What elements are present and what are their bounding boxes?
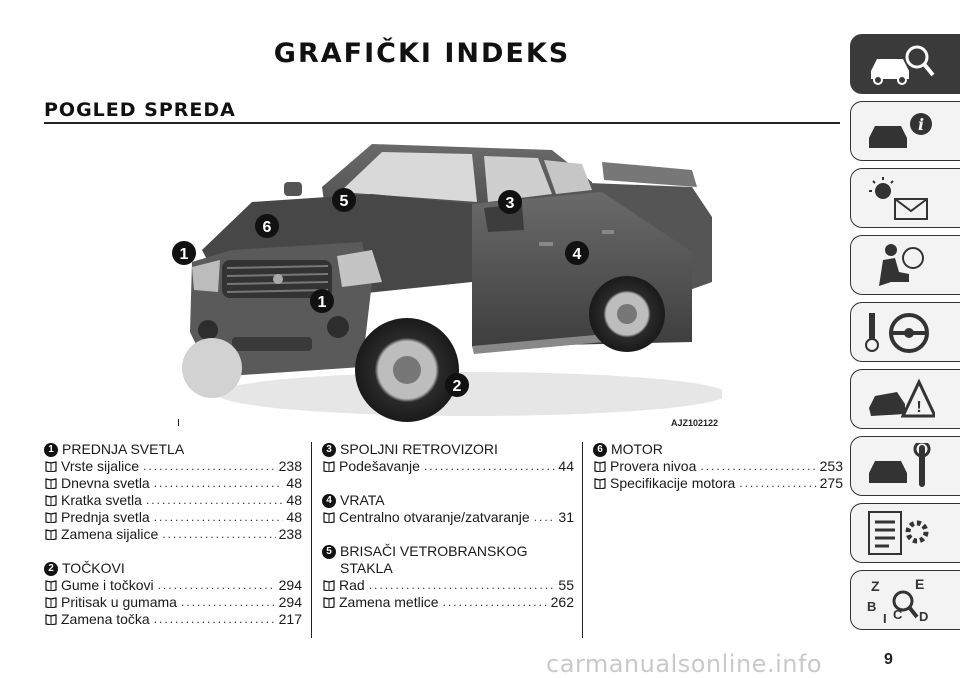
group-title: PREDNJA SVETLA: [62, 441, 185, 457]
book-reference-icon: [45, 597, 57, 608]
index-entry[interactable]: [322, 577, 574, 594]
index-group: [322, 492, 574, 526]
dot-leader: [146, 492, 283, 509]
index-entry[interactable]: [322, 458, 574, 475]
dot-leader: [154, 509, 284, 526]
entry-page-number: 275: [819, 475, 843, 491]
book-reference-icon: [45, 580, 57, 591]
callout-badge: [310, 289, 334, 313]
entry-label: Podešavanje: [339, 458, 420, 474]
group-number-badge: 2: [44, 562, 58, 576]
index-entry[interactable]: [593, 475, 843, 492]
dot-leader: [154, 611, 276, 628]
entry-label: Provera nivoa: [610, 458, 697, 474]
svg-text:i: i: [917, 115, 925, 134]
dot-leader: [700, 458, 816, 475]
vehicle-figure: [172, 132, 722, 428]
callout-label: 6: [262, 219, 272, 236]
group-title: BRISAČI VETROBRANSKOG STAKLA: [340, 543, 528, 576]
entry-page-number: 31: [558, 509, 574, 525]
entry-label: Zamena metlice: [339, 594, 439, 610]
callout-badge: [332, 188, 356, 212]
index-entry[interactable]: [44, 526, 302, 543]
callout-label: 4: [572, 246, 582, 263]
entry-page-number: 294: [278, 594, 302, 610]
callout-badge: [565, 241, 589, 265]
svg-text:D: D: [919, 609, 929, 624]
book-reference-icon: [45, 614, 57, 625]
entry-label: Specifikacije motora: [610, 475, 736, 491]
chapter-tab[interactable]: [850, 235, 960, 295]
chapter-tab[interactable]: [850, 302, 960, 362]
entry-page-number: 294: [278, 577, 302, 593]
entry-label: Rad: [339, 577, 365, 593]
dot-leader: [369, 577, 556, 594]
dot-leader: [424, 458, 555, 475]
section-divider: [44, 122, 840, 124]
entry-label: Zamena točka: [61, 611, 150, 627]
entry-page-number: 262: [550, 594, 574, 610]
entry-label: Kratka svetla: [61, 492, 142, 508]
book-reference-icon: [323, 597, 335, 608]
entry-page-number: 238: [278, 526, 302, 542]
index-entry[interactable]: [322, 509, 574, 526]
book-reference-icon: [45, 512, 57, 523]
index-entry[interactable]: [44, 611, 302, 628]
index-column-1: [44, 441, 302, 645]
callout-label: 2: [452, 378, 462, 395]
group-title: SPOLJNI RETROVIZORI: [340, 441, 498, 457]
book-reference-icon: [594, 461, 606, 472]
section-title: POGLED SPREDA: [44, 99, 236, 121]
index-group: [322, 543, 574, 611]
group-title: VRATA: [340, 492, 385, 508]
column-divider: [582, 442, 583, 638]
dot-leader: [534, 509, 556, 526]
group-number-badge: 5: [322, 545, 336, 559]
group-heading: [322, 492, 574, 509]
pickup-illustration: [172, 132, 722, 428]
entry-page-number: 238: [278, 458, 302, 474]
figure-marker: [178, 419, 179, 426]
entry-label: Gume i točkovi: [61, 577, 154, 593]
index-group: [593, 441, 843, 492]
entry-page-number: 48: [286, 509, 302, 525]
entry-page-number: 55: [558, 577, 574, 593]
dot-leader: [158, 577, 276, 594]
chapter-tab[interactable]: [850, 369, 960, 429]
index-entry[interactable]: [44, 475, 302, 492]
entry-page-number: 48: [286, 492, 302, 508]
book-reference-icon: [45, 478, 57, 489]
group-heading: [44, 560, 302, 577]
callout-label: 1: [179, 246, 189, 263]
callout-badge: [445, 373, 469, 397]
group-title: MOTOR: [611, 441, 663, 457]
index-column-2: [322, 441, 574, 628]
chapter-tab[interactable]: [850, 34, 960, 94]
svg-text:C: C: [893, 607, 903, 622]
group-heading: [322, 441, 574, 458]
chapter-tab[interactable]: [850, 436, 960, 496]
chapter-tab[interactable]: [850, 570, 960, 630]
index-entry[interactable]: [44, 594, 302, 611]
index-entry[interactable]: [44, 458, 302, 475]
column-divider: [311, 442, 312, 638]
book-reference-icon: [594, 478, 606, 489]
page-number: 9: [884, 651, 893, 668]
group-number-badge: 6: [593, 443, 607, 457]
entry-label: Prednja svetla: [61, 509, 150, 525]
svg-text:!: !: [916, 399, 922, 416]
dot-leader: [181, 594, 276, 611]
callout-badge: [172, 241, 196, 265]
entry-label: Centralno otvaranje/zatvaranje: [339, 509, 530, 525]
book-reference-icon: [45, 495, 57, 506]
group-number-badge: 1: [44, 443, 58, 457]
book-reference-icon: [323, 461, 335, 472]
watermark: carmanualsonline.info: [546, 650, 823, 678]
callout-label: 1: [317, 294, 327, 311]
callout-badge: [498, 190, 522, 214]
book-reference-icon: [323, 580, 335, 591]
dot-leader: [143, 458, 276, 475]
entry-page-number: 44: [558, 458, 574, 474]
group-heading: [44, 441, 302, 458]
entry-label: Dnevna svetla: [61, 475, 150, 491]
group-title: TOČKOVI: [62, 560, 125, 576]
index-entry[interactable]: [44, 492, 302, 509]
index-entry[interactable]: [593, 458, 843, 475]
callout-label: 5: [339, 193, 349, 210]
group-heading: [593, 441, 843, 458]
entry-label: Vrste sijalice: [61, 458, 140, 474]
book-reference-icon: [45, 461, 57, 472]
group-heading: [322, 543, 574, 577]
chapter-tab[interactable]: [850, 101, 960, 161]
index-group: [322, 441, 574, 475]
index-group: [44, 560, 302, 628]
book-reference-icon: [45, 529, 57, 540]
index-entry[interactable]: [44, 577, 302, 594]
group-number-badge: 3: [322, 443, 336, 457]
chapter-tab[interactable]: [850, 503, 960, 563]
callout-label: 3: [505, 195, 515, 212]
entry-page-number: 217: [278, 611, 302, 627]
page-title: GRAFIČKI INDEKS: [273, 38, 571, 69]
svg-text:Z: Z: [871, 578, 880, 594]
callout-badge: [255, 214, 279, 238]
book-reference-icon: [323, 512, 335, 523]
entry-page-number: 253: [819, 458, 843, 474]
dot-leader: [443, 594, 548, 611]
index-column-3: [593, 441, 843, 509]
dot-leader: [154, 475, 284, 492]
index-group: [44, 441, 302, 543]
svg-text:E: E: [915, 577, 925, 592]
svg-text:B: B: [867, 599, 877, 614]
index-entry[interactable]: [322, 594, 574, 611]
group-number-badge: 4: [322, 494, 336, 508]
chapter-tab[interactable]: [850, 168, 960, 228]
index-entry[interactable]: [44, 509, 302, 526]
entry-label: Zamena sijalice: [61, 526, 159, 542]
dot-leader: [739, 475, 816, 492]
figure-id: AJZ102122: [670, 418, 718, 428]
dot-leader: [162, 526, 275, 543]
entry-page-number: 48: [286, 475, 302, 491]
svg-text:I: I: [883, 611, 887, 625]
entry-label: Pritisak u gumama: [61, 594, 177, 610]
